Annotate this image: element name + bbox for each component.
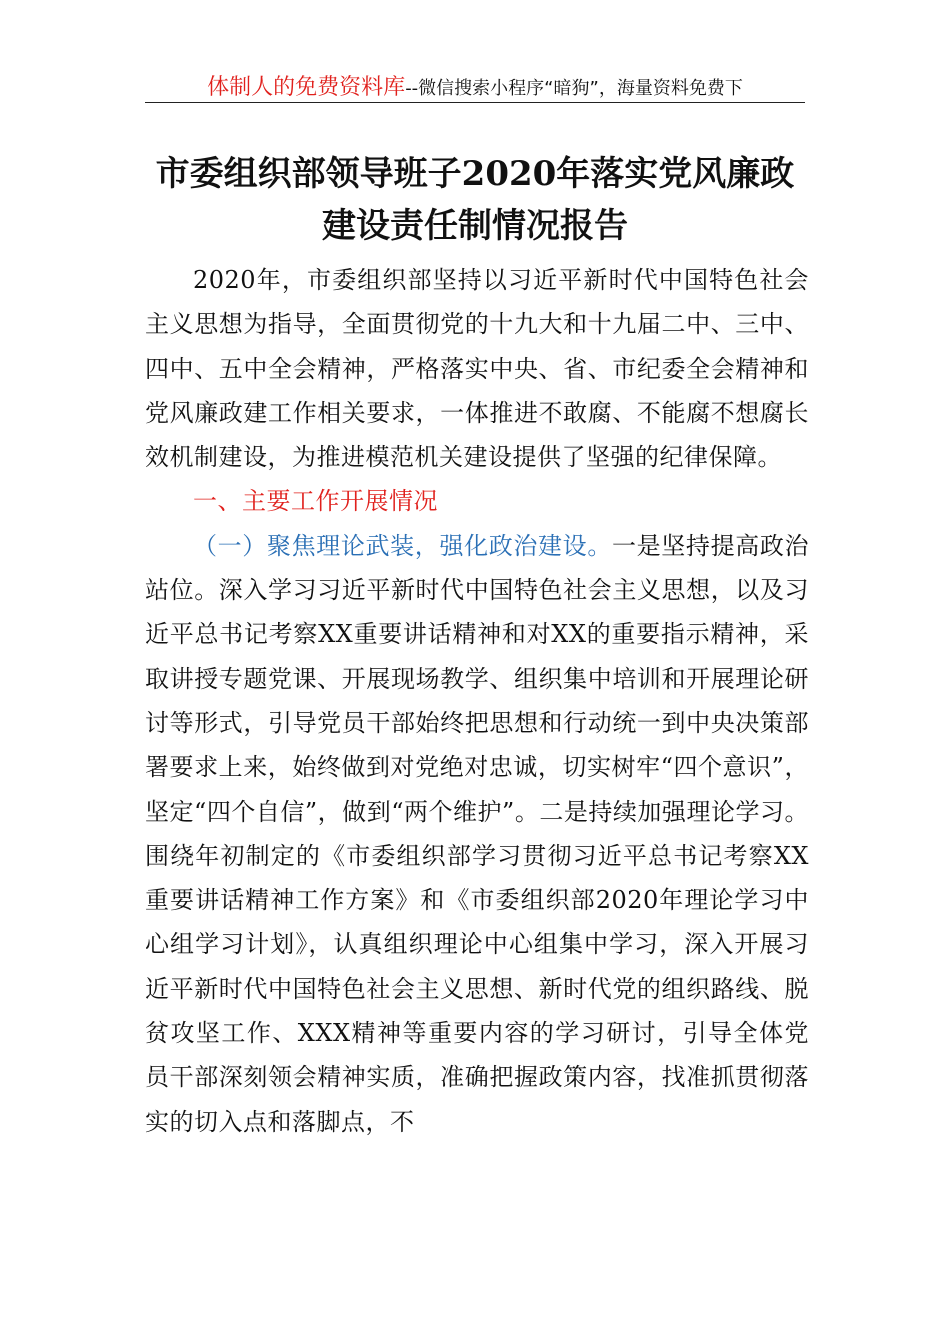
subsection-1-heading: （一）聚焦理论武装，强化政治建设。: [193, 531, 612, 560]
title-line-1: 市委组织部领导班子2020年落实党风廉政: [155, 154, 795, 194]
section-1-heading: 一、主要工作开展情况: [193, 487, 438, 516]
header-brand: 体制人的免费资料库: [207, 75, 406, 100]
document-title: [145, 148, 805, 252]
section-heading-paragraph: [145, 479, 809, 523]
header-divider: [145, 102, 805, 103]
subsection-1-body: 一是坚持提高政治站位。深入学习习近平新时代中国特色社会主义思想，以及习近平总书记考察XX重要讲话精神和对XX的重要指示精神，采取讲授专题党课、开展现场教学、组织集中培训和开展理论研讨等形式，引导党员干部始终把思想和行动统一到中央决策部署要求上来，始终做到对党绝对忠诚，切实树牢“四个意识”，坚定“四个自信”，做到“两个维护”。二是持续加强理论学习。围绕年初制定的《市委组织部学习贯彻习近平总书记考察XX重要讲话精神工作方案》和《市委组织部2020年理论学习中心组学习计划》，认真组织理论中心组集中学习，深入开展习近平新时代中国特色社会主义思想、新时代党的组织路线、脱贫攻坚工作、XXX精神等重要内容的学习研讨，引导全体党员干部深刻领会精神实质，准确把握政策内容，找准抓贯彻落实的切入点和落脚点，不: [145, 531, 810, 1136]
header-subtitle: --微信搜索小程序“暗狗”，海量资料免费下: [405, 78, 743, 99]
document-body: [145, 258, 809, 1144]
subsection-1-paragraph: [145, 524, 809, 1144]
page-header: [145, 70, 805, 102]
intro-paragraph: 2020年，市委组织部坚持以习近平新时代中国特色社会主义思想为指导，全面贯彻党的十九大和十九届二中、三中、四中、五中全会精神，严格落实中央、省、市纪委全会精神和党风廉政建工作相关要求，一体推进不敢腐、不能腐不想腐长效机制建设，为推进模范机关建设提供了坚强的纪律保障。: [145, 266, 809, 472]
title-line-2: 建设责任制情况报告: [322, 206, 628, 246]
